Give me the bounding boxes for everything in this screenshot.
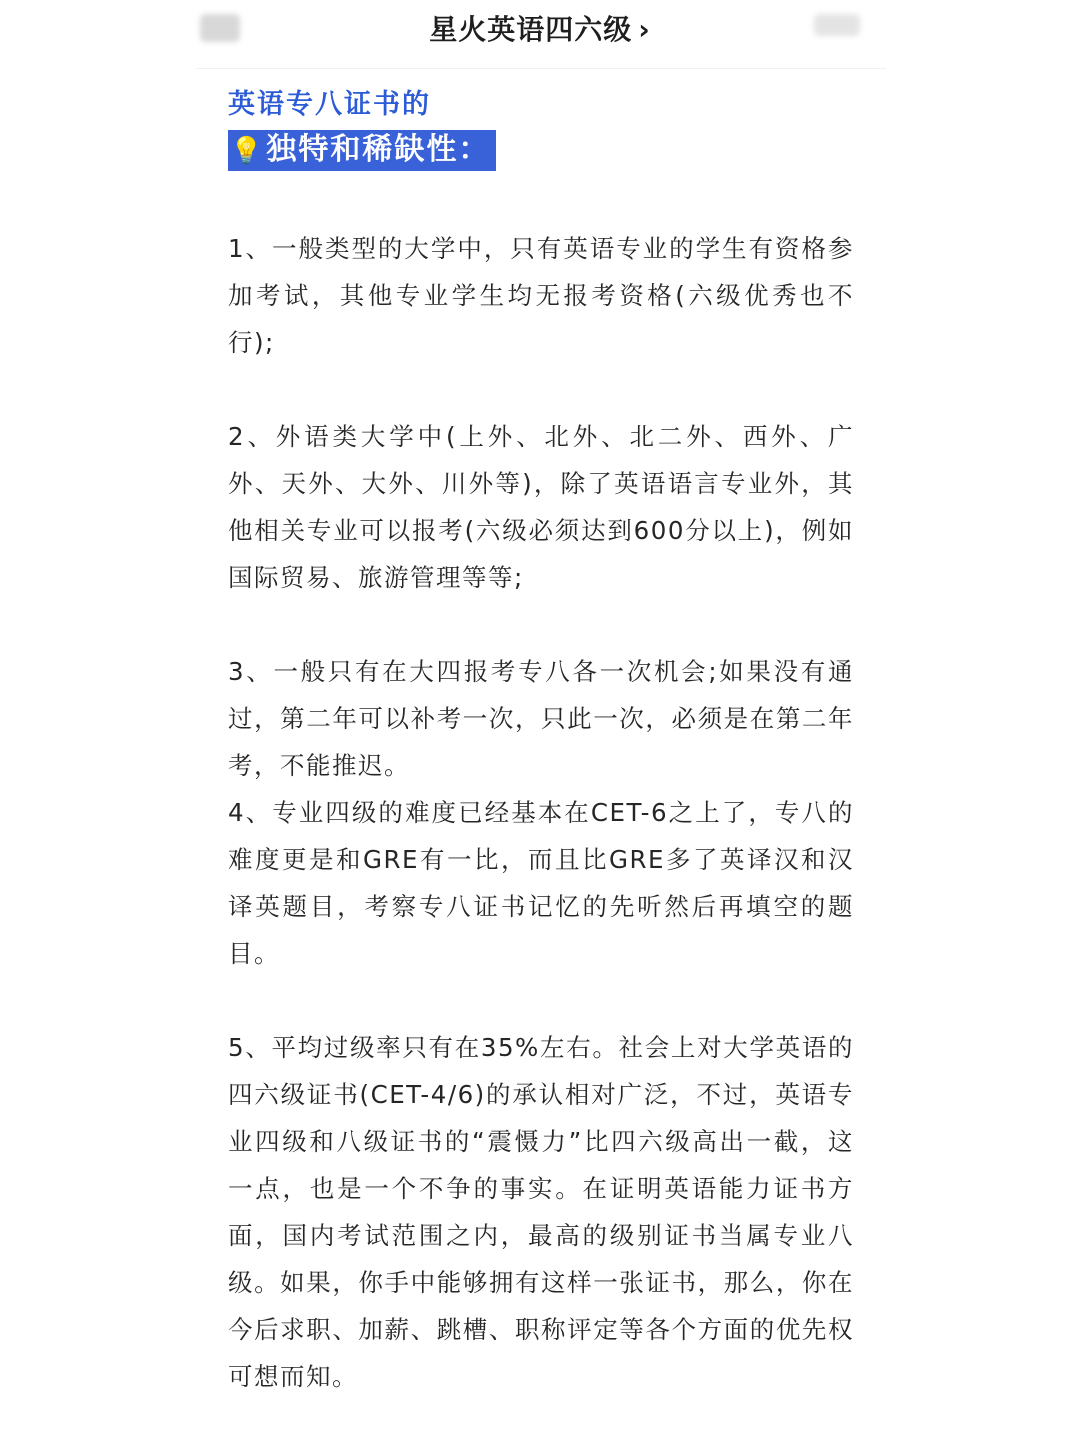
heading-line-2: 独特和稀缺性： bbox=[266, 132, 491, 167]
account-title-link[interactable] bbox=[0, 8, 1080, 48]
lightbulb-icon: 💡 bbox=[230, 136, 265, 166]
paragraph-2: 2、外语类大学中(上外、北外、北二外、西外、广外、天外、大外、川外等)，除了英语语言专业外，其他相关专业可以报考(六级必须达到600分以上)，例如国际贸易、旅游管理等等; bbox=[228, 422, 854, 592]
paragraph-1: 1、一般类型的大学中，只有英语专业的学生有资格参加考试，其他专业学生均无报考资格(六级优秀也不行); bbox=[228, 234, 854, 357]
chevron-right-icon: › bbox=[638, 13, 651, 46]
article-body bbox=[228, 84, 854, 1400]
paragraph-3: 3、一般只有在大四报考专八各一次机会;如果没有通过，第二年可以补考一次，只此一次，必须是在第二年考，不能推迟。 bbox=[228, 657, 854, 780]
header-divider bbox=[196, 68, 886, 69]
heading-line-1: 英语专八证书的 bbox=[228, 89, 431, 120]
paragraph-5: 5、平均过级率只有在35%左右。社会上对大学英语的四六级证书(CET-4/6)的承认相对广泛，不过，英语专业四级和八级证书的“震慑力”比四六级高出一截，这一点，也是一个不争的事实。在证明英语能力证书方面，国内考试范围之内，最高的级别证书当属专业八级。如果，你手中能够拥有这样一张证书，那么，你在今后求职、加薪、跳槽、职称评定等各个方面的优先权可想而知。 bbox=[228, 1033, 854, 1391]
blurred-follow-button[interactable] bbox=[814, 14, 860, 36]
top-bar bbox=[0, 0, 1080, 66]
account-name: 星火英语四六级 bbox=[429, 13, 633, 46]
heading-highlight bbox=[228, 130, 496, 171]
paragraph-4: 4、专业四级的难度已经基本在CET-6之上了，专八的难度更是和GRE有一比，而且比GRE多了英译汉和汉译英题目，考察专八证书记忆的先听然后再填空的题目。 bbox=[228, 798, 854, 968]
